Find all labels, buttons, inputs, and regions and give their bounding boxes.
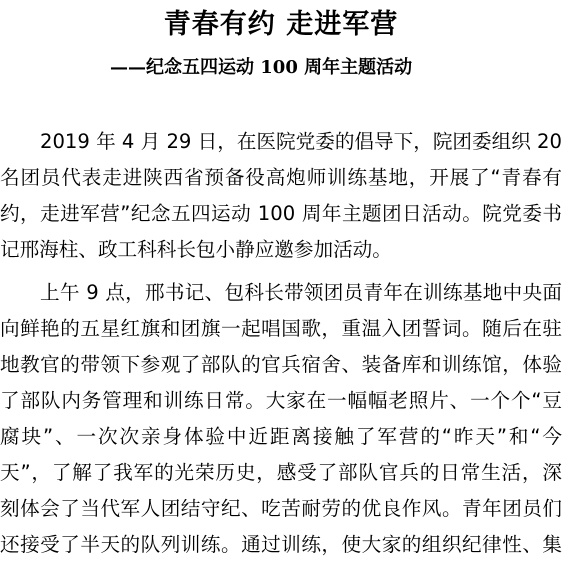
paragraph-2-line-7: 刻体会了当代军人团结守纪、吃苦耐劳的优良作风。青年团员们 xyxy=(0,497,562,520)
paragraph-2-line-1: 上午 9 点，邢书记、包科长带领团员青年在训练基地中央面 xyxy=(40,281,562,304)
paragraph-2-line-8: 还接受了半天的队列训练。通过训练，使大家的组织纪律性、集 xyxy=(0,533,562,556)
paragraph-2-line-4: 了部队内务管理和训练日常。大家在一幅幅老照片、一个个“豆 xyxy=(0,389,562,412)
paragraph-2-line-5: 腐块”、一次次亲身体验中近距离接触了军营的“昨天”和“今 xyxy=(0,425,562,448)
article-title: 青春有约 走进军营 xyxy=(163,9,399,40)
article-subtitle: ——纪念五四运动 100 周年主题活动 xyxy=(110,57,413,78)
paragraph-1-line-2: 名团员代表走进陕西省预备役高炮师训练基地，开展了“青春有 xyxy=(0,166,562,189)
paragraph-2-line-3: 地教官的带领下参观了部队的官兵宿舍、装备库和训练馆，体验 xyxy=(0,353,562,376)
paragraph-1-line-3: 约，走进军营”纪念五四运动 100 周年主题团日活动。院党委书 xyxy=(0,202,562,225)
paragraph-2-line-2: 向鲜艳的五星红旗和团旗一起唱国歌，重温入团誓词。随后在驻 xyxy=(0,317,562,340)
paragraph-1-line-4: 记邢海柱、政工科科长包小静应邀参加活动。 xyxy=(0,238,392,261)
paragraph-2-line-6: 天”，了解了我军的光荣历史，感受了部队官兵的日常生活，深 xyxy=(0,461,562,484)
paragraph-1-line-1: 2019 年 4 月 29 日，在医院党委的倡导下，院团委组织 20 xyxy=(40,130,562,153)
